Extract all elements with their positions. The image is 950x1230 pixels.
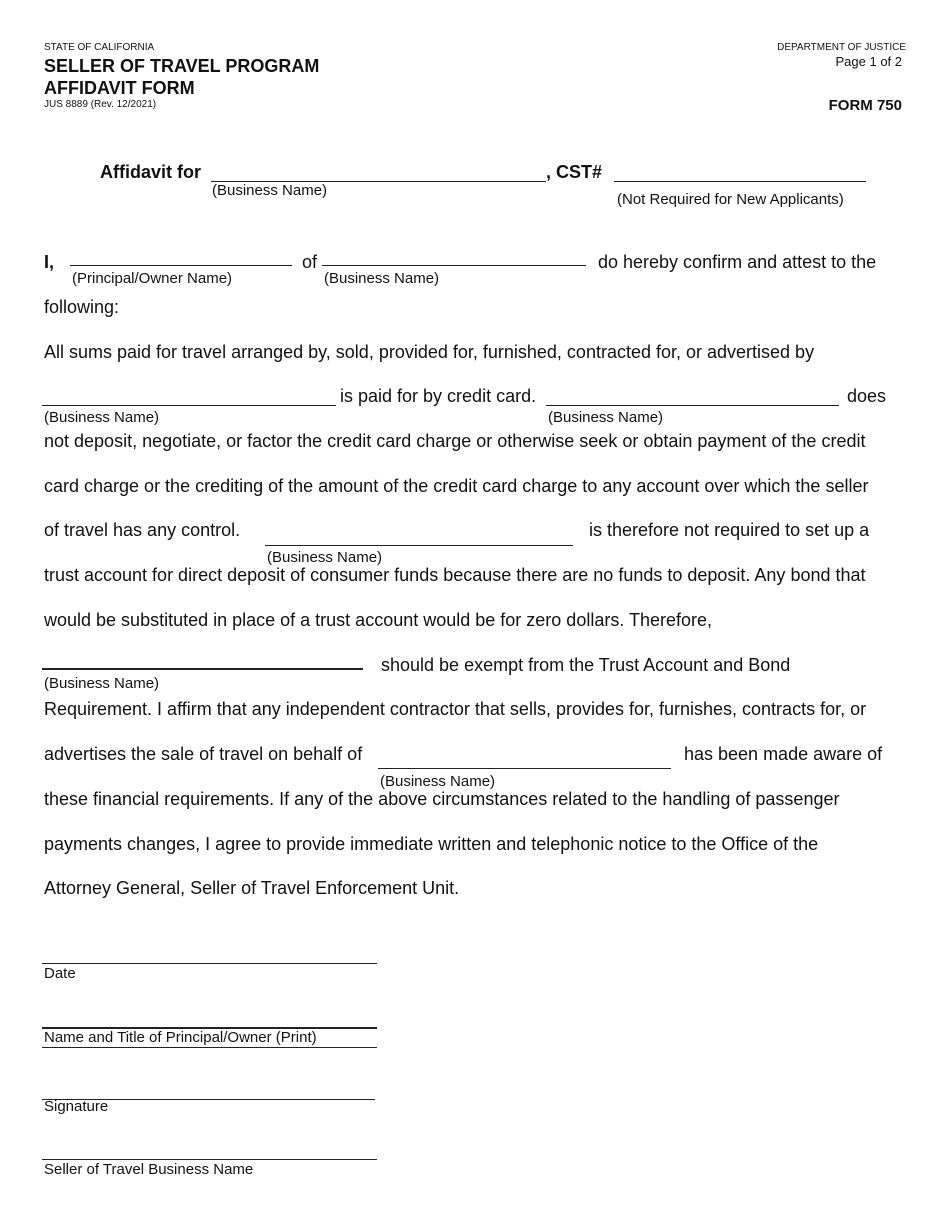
- business-name-signature-field[interactable]: [42, 1159, 377, 1160]
- form-number: FORM 750: [828, 97, 902, 114]
- affidavit-for-label: Affidavit for: [100, 162, 201, 182]
- paragraph-line-4a: of travel has any control.: [44, 520, 241, 540]
- paragraph-line-3: card charge or the crediting of the amount of the credit card charge to any account over which the seller: [44, 476, 869, 496]
- pronoun-i: I,: [44, 252, 55, 272]
- business-name-field-3[interactable]: [546, 405, 839, 406]
- form-title-line2: AFFIDAVIT FORM: [44, 78, 195, 98]
- name-title-label: Name and Title of Principal/Owner (Print): [44, 1029, 317, 1046]
- business-name-field-5[interactable]: [42, 668, 363, 670]
- of-text: of: [302, 252, 318, 272]
- paragraph-line-4b: is therefore not required to set up a: [589, 520, 870, 540]
- paragraph-line-9a: advertises the sale of travel on behalf of: [44, 744, 363, 764]
- paragraph-line-6: would be substituted in place of a trust account would be for zero dollars. Therefore,: [44, 610, 713, 630]
- principal-owner-name-field[interactable]: [70, 265, 292, 266]
- business-name-field-4[interactable]: [265, 545, 573, 546]
- paragraph-line-5: trust account for direct deposit of consumer funds because there are no funds to deposit. Any bond that: [44, 565, 866, 585]
- principal-owner-caption: (Principal/Owner Name): [72, 270, 233, 287]
- cst-caption: (Not Required for New Applicants): [617, 191, 844, 208]
- date-label: Date: [44, 965, 76, 982]
- department-label: DEPARTMENT OF JUSTICE: [777, 42, 906, 53]
- paragraph-line-11: payments changes, I agree to provide immediate written and telephonic notice to the Office of the: [44, 834, 819, 854]
- paragraph-line-1: All sums paid for travel arranged by, sold, provided for, furnished, contracted for, or advertised by: [44, 342, 815, 362]
- form-revision: JUS 8889 (Rev. 12/2021): [44, 99, 157, 110]
- paragraph-line-9b: has been made aware of: [684, 744, 883, 764]
- business-name-caption-4: (Business Name): [267, 549, 383, 566]
- paid-credit-text: is paid for by credit card.: [340, 386, 537, 406]
- name-title-underline: [42, 1047, 377, 1048]
- cst-number-field[interactable]: [614, 181, 866, 182]
- date-field[interactable]: [42, 963, 377, 964]
- business-name-field-2[interactable]: [42, 405, 336, 406]
- page-number: Page 1 of 2: [835, 54, 902, 69]
- business-name-field-6[interactable]: [378, 768, 671, 769]
- affidavit-business-caption: (Business Name): [212, 182, 328, 199]
- paragraph-line-8: Requirement. I affirm that any independent contractor that sells, provides for, furnishes, contracts for, or: [44, 699, 867, 719]
- business-name-caption-1: (Business Name): [324, 270, 440, 287]
- paragraph-line-10: these financial requirements. If any of the above circumstances related to the handling of passenger: [44, 789, 840, 809]
- business-name-caption-2: (Business Name): [44, 409, 160, 426]
- paragraph-line-2: not deposit, negotiate, or factor the credit card charge or otherwise seek or obtain payment of the credit: [44, 431, 866, 451]
- business-name-caption-5: (Business Name): [44, 675, 160, 692]
- following-text: following:: [44, 297, 120, 317]
- state-label: STATE OF CALIFORNIA: [44, 42, 155, 53]
- signature-label: Signature: [44, 1098, 109, 1115]
- does-text: does: [847, 386, 887, 406]
- attest-text: do hereby confirm and attest to the: [598, 252, 877, 272]
- business-name-field-1[interactable]: [322, 265, 586, 266]
- form-title-line1: SELLER OF TRAVEL PROGRAM: [44, 56, 320, 76]
- seller-business-name-label: Seller of Travel Business Name: [44, 1161, 254, 1178]
- business-name-caption-6: (Business Name): [380, 773, 496, 790]
- paragraph-line-7: should be exempt from the Trust Account and Bond: [381, 655, 791, 675]
- business-name-caption-3: (Business Name): [548, 409, 664, 426]
- paragraph-line-12: Attorney General, Seller of Travel Enforcement Unit.: [44, 878, 460, 898]
- cst-label: , CST#: [546, 162, 603, 182]
